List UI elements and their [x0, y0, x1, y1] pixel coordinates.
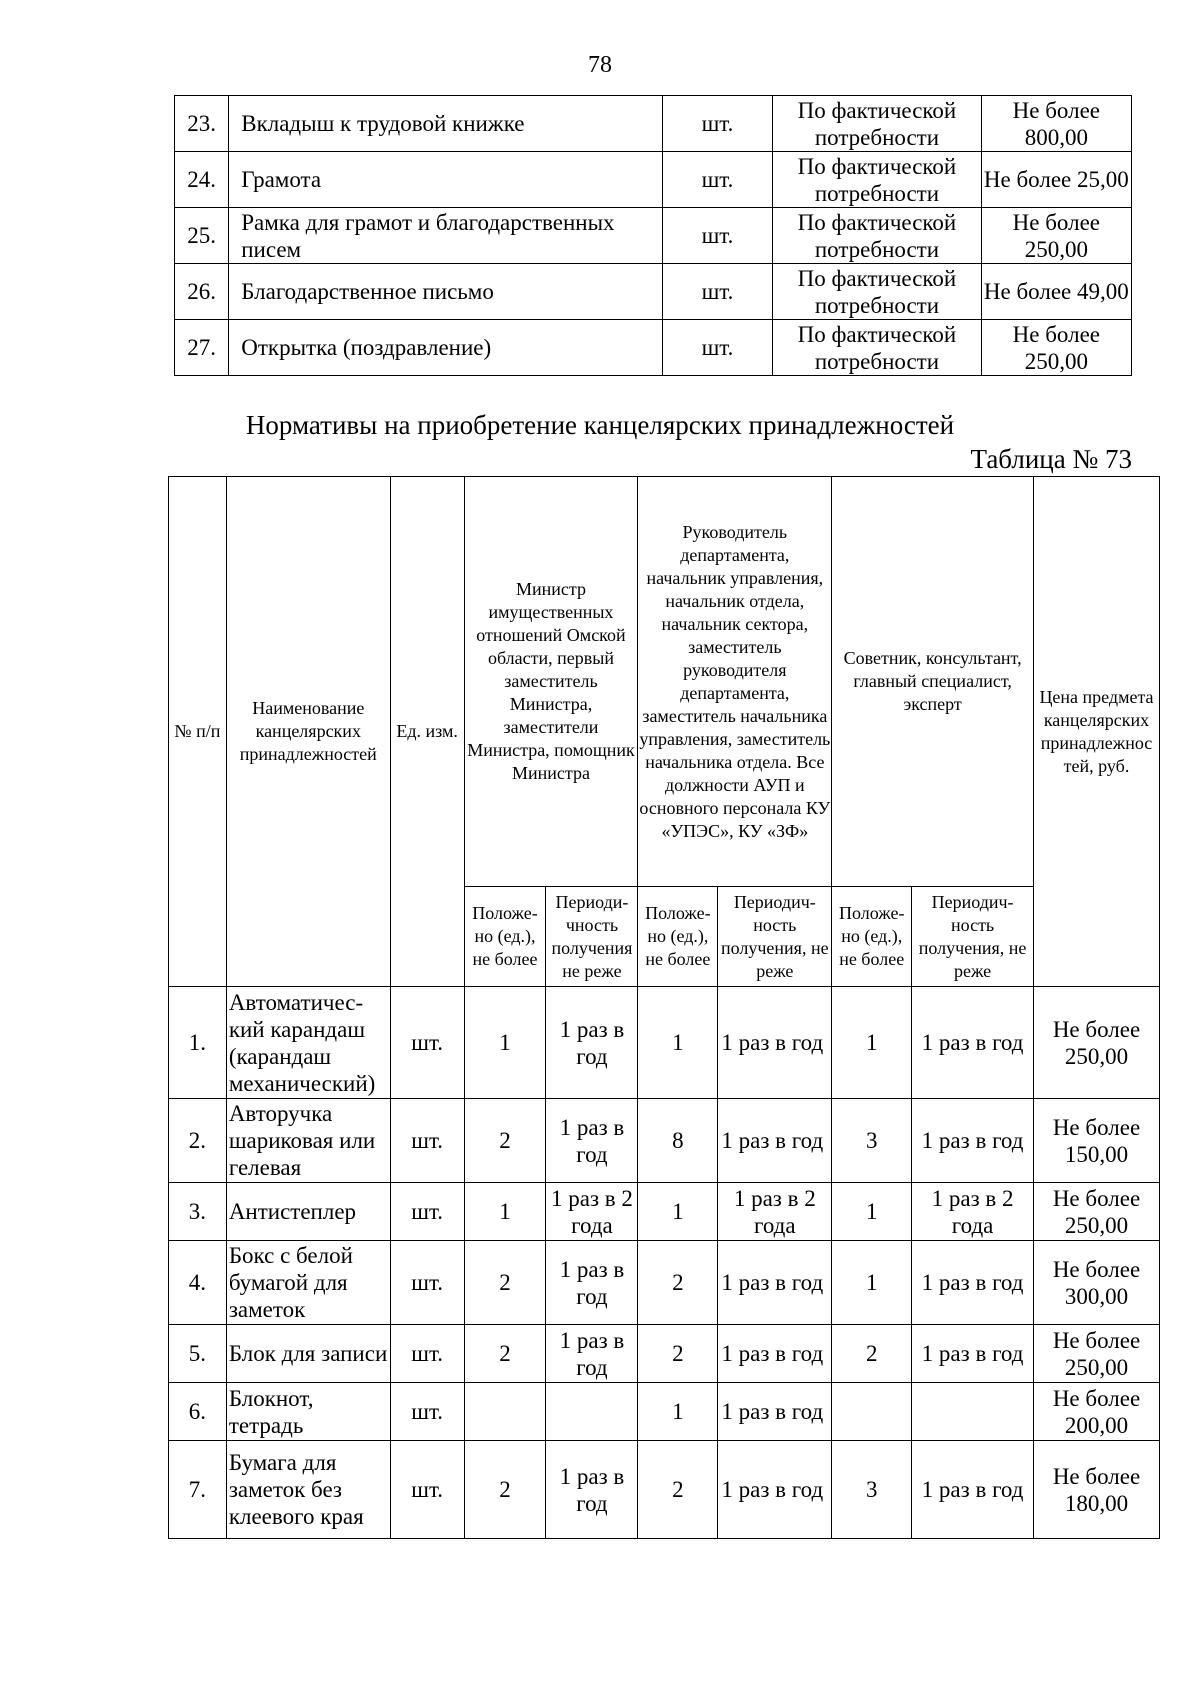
g2-periodicity-cell: 1 раз в год — [718, 1325, 832, 1383]
price-cell: Не более 800,00 — [981, 96, 1131, 152]
item-name: Вкладыш к трудовой книжке — [229, 96, 662, 152]
g1-periodicity-cell: 1 раз в год — [546, 987, 638, 1099]
price-cell: Не более 200,00 — [1034, 1383, 1160, 1441]
header-g1-periodicity: Периоди-чность получения не реже — [546, 887, 638, 987]
item-name: Бокс с белой бумагой для заметок — [226, 1241, 390, 1325]
row-number: 6. — [169, 1383, 227, 1441]
table-row — [169, 1383, 1160, 1441]
table-row — [169, 1325, 1160, 1383]
table-row — [169, 1099, 1160, 1183]
g1-qty-cell: 2 — [464, 1241, 546, 1325]
header-g2-qty: Положе-но (ед.), не более — [638, 887, 718, 987]
g3-qty-cell: 1 — [832, 1241, 912, 1325]
table-row — [169, 1441, 1160, 1539]
unit-cell: шт. — [390, 1325, 464, 1383]
row-number: 24. — [175, 152, 229, 208]
g2-qty-cell: 8 — [638, 1099, 718, 1183]
table-row — [175, 264, 1132, 320]
unit-cell: шт. — [662, 152, 773, 208]
price-cell: Не более 250,00 — [1034, 987, 1160, 1099]
row-number: 4. — [169, 1241, 227, 1325]
stationery-norms-table — [168, 476, 1160, 1539]
header-g3-qty: Положе-но (ед.), не более — [832, 887, 912, 987]
g2-qty-cell: 1 — [638, 987, 718, 1099]
price-cell: Не более 250,00 — [981, 320, 1131, 376]
header-price: Цена предмета канцелярских принадлежнос тей, руб. — [1034, 477, 1160, 987]
g2-qty-cell: 1 — [638, 1383, 718, 1441]
unit-cell: шт. — [390, 1099, 464, 1183]
g3-qty-cell: 1 — [832, 987, 912, 1099]
g1-periodicity-cell: 1 раз в год — [546, 1441, 638, 1539]
unit-cell: шт. — [390, 1241, 464, 1325]
g3-qty-cell: 3 — [832, 1099, 912, 1183]
header-g1-qty: Положе-но (ед.), не более — [464, 887, 546, 987]
header-unit: Ед. изм. — [390, 477, 464, 987]
g2-periodicity-cell: 1 раз в год — [718, 1241, 832, 1325]
g3-periodicity-cell: 1 раз в год — [912, 1325, 1034, 1383]
item-name: Благодарственное письмо — [229, 264, 662, 320]
g3-qty-cell — [832, 1383, 912, 1441]
unit-cell: шт. — [662, 208, 773, 264]
price-cell: Не более 150,00 — [1034, 1099, 1160, 1183]
row-number: 2. — [169, 1099, 227, 1183]
item-name: Авторучка шариковая или гелевая — [226, 1099, 390, 1183]
item-name: Грамота — [229, 152, 662, 208]
row-number: 7. — [169, 1441, 227, 1539]
header-name: Наименование канцелярских принадлежностей — [226, 477, 390, 987]
unit-cell: шт. — [662, 264, 773, 320]
g3-periodicity-cell: 1 раз в год — [912, 1241, 1034, 1325]
periodicity-cell: По фактической потребности — [773, 264, 981, 320]
g2-qty-cell: 2 — [638, 1325, 718, 1383]
g1-qty-cell: 1 — [464, 987, 546, 1099]
g2-qty-cell: 2 — [638, 1441, 718, 1539]
unit-cell: шт. — [390, 1441, 464, 1539]
unit-cell: шт. — [390, 987, 464, 1099]
g2-periodicity-cell: 1 раз в год — [718, 1099, 832, 1183]
unit-cell: шт. — [662, 320, 773, 376]
table-row — [175, 152, 1132, 208]
g2-periodicity-cell: 1 раз в год — [718, 987, 832, 1099]
row-number: 1. — [169, 987, 227, 1099]
g1-periodicity-cell: 1 раз в год — [546, 1099, 638, 1183]
g1-periodicity-cell: 1 раз в год — [546, 1241, 638, 1325]
g2-qty-cell: 2 — [638, 1241, 718, 1325]
g3-periodicity-cell: 1 раз в год — [912, 1441, 1034, 1539]
g2-periodicity-cell: 1 раз в год — [718, 1383, 832, 1441]
price-cell: Не более 250,00 — [1034, 1183, 1160, 1241]
price-cell: Не более 250,00 — [981, 208, 1131, 264]
unit-cell: шт. — [390, 1383, 464, 1441]
g1-qty-cell: 1 — [464, 1183, 546, 1241]
table-row — [175, 96, 1132, 152]
row-number: 27. — [175, 320, 229, 376]
table-row — [175, 320, 1132, 376]
g1-periodicity-cell: 1 раз в год — [546, 1325, 638, 1383]
table-row — [169, 1241, 1160, 1325]
row-number: 3. — [169, 1183, 227, 1241]
item-name: Открытка (поздравление) — [229, 320, 662, 376]
header-num: № п/п — [169, 477, 227, 987]
g3-qty-cell: 2 — [832, 1325, 912, 1383]
item-name: Автоматичес-кий карандаш (карандаш механический) — [226, 987, 390, 1099]
g1-qty-cell: 2 — [464, 1099, 546, 1183]
header-g3-periodicity: Периодич-ность получения, не реже — [912, 887, 1034, 987]
g3-periodicity-cell: 1 раз в 2 года — [912, 1183, 1034, 1241]
item-name: Антистеплер — [226, 1183, 390, 1241]
item-name: Блок для записи — [226, 1325, 390, 1383]
g3-qty-cell: 1 — [832, 1183, 912, 1241]
table-row — [175, 208, 1132, 264]
price-cell: Не более 300,00 — [1034, 1241, 1160, 1325]
g1-periodicity-cell: 1 раз в 2 года — [546, 1183, 638, 1241]
row-number: 5. — [169, 1325, 227, 1383]
g1-qty-cell: 2 — [464, 1325, 546, 1383]
periodicity-cell: По фактической потребности — [773, 320, 981, 376]
row-number: 25. — [175, 208, 229, 264]
header-g2-periodicity: Периодич-ность получения, не реже — [718, 887, 832, 987]
g1-periodicity-cell — [546, 1383, 638, 1441]
item-name: Рамка для грамот и благодарственных писем — [229, 208, 662, 264]
header-group-specialists: Советник, консультант, главный специалист, эксперт — [832, 477, 1034, 887]
row-number: 23. — [175, 96, 229, 152]
price-cell: Не более 25,00 — [981, 152, 1131, 208]
item-name: Бумага для заметок без клеевого края — [226, 1441, 390, 1539]
section-title: Нормативы на приобретение канцелярских принадлежностей — [245, 410, 955, 440]
header-group-minister: Министр имущественных отношений Омской области, первый заместитель Министра, заместители Министра, помощник Министра — [464, 477, 638, 887]
g1-qty-cell: 2 — [464, 1441, 546, 1539]
table-row — [169, 987, 1160, 1099]
price-cell: Не более 180,00 — [1034, 1441, 1160, 1539]
header-group-heads: Руководитель департамента, начальник управления, начальник отдела, начальник сектора, заместитель руководителя департамента, заместитель начальника управления, заместитель начальника отдела. Все должности АУП и основного персонала КУ «УПЭС», КУ «ЗФ» — [638, 477, 832, 887]
price-cell: Не более 250,00 — [1034, 1325, 1160, 1383]
periodicity-cell: По фактической потребности — [773, 96, 981, 152]
periodicity-cell: По фактической потребности — [773, 208, 981, 264]
periodicity-cell: По фактической потребности — [773, 152, 981, 208]
item-name: Блокнот, тетрадь — [226, 1383, 390, 1441]
unit-cell: шт. — [390, 1183, 464, 1241]
table-label: Таблица № 73 — [970, 444, 1132, 474]
g1-qty-cell — [464, 1383, 546, 1441]
g3-periodicity-cell: 1 раз в год — [912, 1099, 1034, 1183]
price-cell: Не более 49,00 — [981, 264, 1131, 320]
g2-periodicity-cell: 1 раз в год — [718, 1441, 832, 1539]
row-number: 26. — [175, 264, 229, 320]
g2-periodicity-cell: 1 раз в 2 года — [718, 1183, 832, 1241]
unit-cell: шт. — [662, 96, 773, 152]
g3-periodicity-cell — [912, 1383, 1034, 1441]
page-number: 78 — [588, 52, 612, 78]
top-table — [174, 95, 1132, 376]
g3-qty-cell: 3 — [832, 1441, 912, 1539]
g2-qty-cell: 1 — [638, 1183, 718, 1241]
table-row — [169, 1183, 1160, 1241]
g3-periodicity-cell: 1 раз в год — [912, 987, 1034, 1099]
